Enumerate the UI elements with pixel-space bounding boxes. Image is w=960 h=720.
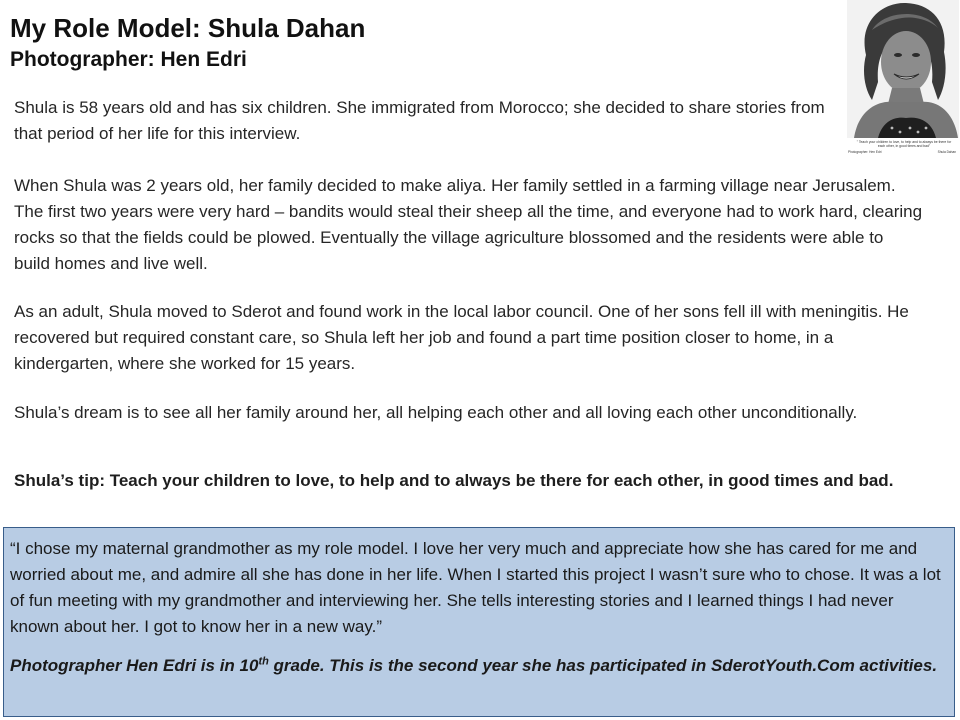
page-title: My Role Model: Shula Dahan: [10, 13, 366, 43]
photo-credit-right: Shula Dahan: [937, 150, 956, 154]
tip-paragraph: Shula’s tip: Teach your children to love, to help and to always be there for each other, in good times and bad.: [14, 471, 894, 490]
credit-ordinal-suffix: th: [258, 655, 269, 668]
photo-credit-left: Photographer: Hen Edri: [848, 150, 882, 154]
photo-caption-line-2: each other, in good times and bad": [877, 144, 931, 148]
photographer-credit: [10, 652, 945, 679]
photo-caption-line-1: " Teach your children to love, to help and to always be there for: [856, 140, 952, 144]
adult-life-paragraph: As an adult, Shula moved to Sderot and found work in the local labor council. One of her sons fell ill with meningitis. He recovered but required constant care, so Shula left her job and found a part time position closer to home, in a kindergarten, where she worked for 15 years.: [14, 302, 909, 373]
intro-paragraph: Shula is 58 years old and has six children. She immigrated from Morocco; she decided to share stories from that period of her life for this interview.: [14, 98, 825, 143]
aliya-paragraph: When Shula was 2 years old, her family decided to make aliya. Her family settled in a farming village near Jerusalem. The first two years were very hard – bandits would steal their sheep all the time, and everyone had to work hard, clearing rocks so that the fields could be plowed. Eventually the village agriculture blossomed and the residents were able to build homes and live well.: [14, 176, 923, 273]
photographer-quote: “I chose my maternal grandmother as my role model. I love her very much and appreciate how she has cared for me and worried about me, and admire all she has done in her life. When I started this project I wasn’t sure who to chose. It was a lot of fun meeting with my grandmother and interviewing her. She tells interesting stories and I learned things I had never known about her. I got to know her in a new way.”: [10, 539, 941, 636]
photographer-quote-box: [3, 527, 955, 717]
portrait-photo: [844, 0, 960, 156]
dream-paragraph: Shula’s dream is to see all her family around her, all helping each other and all loving each other unconditionally.: [14, 403, 858, 422]
credit-text-end: grade. This is the second year she has participated in SderotYouth.Com activities.: [268, 656, 938, 675]
photographer-subtitle: Photographer: Hen Edri: [10, 48, 247, 71]
credit-text-start: Photographer Hen Edri is in 10: [10, 656, 259, 675]
portrait-image: [844, 0, 960, 156]
